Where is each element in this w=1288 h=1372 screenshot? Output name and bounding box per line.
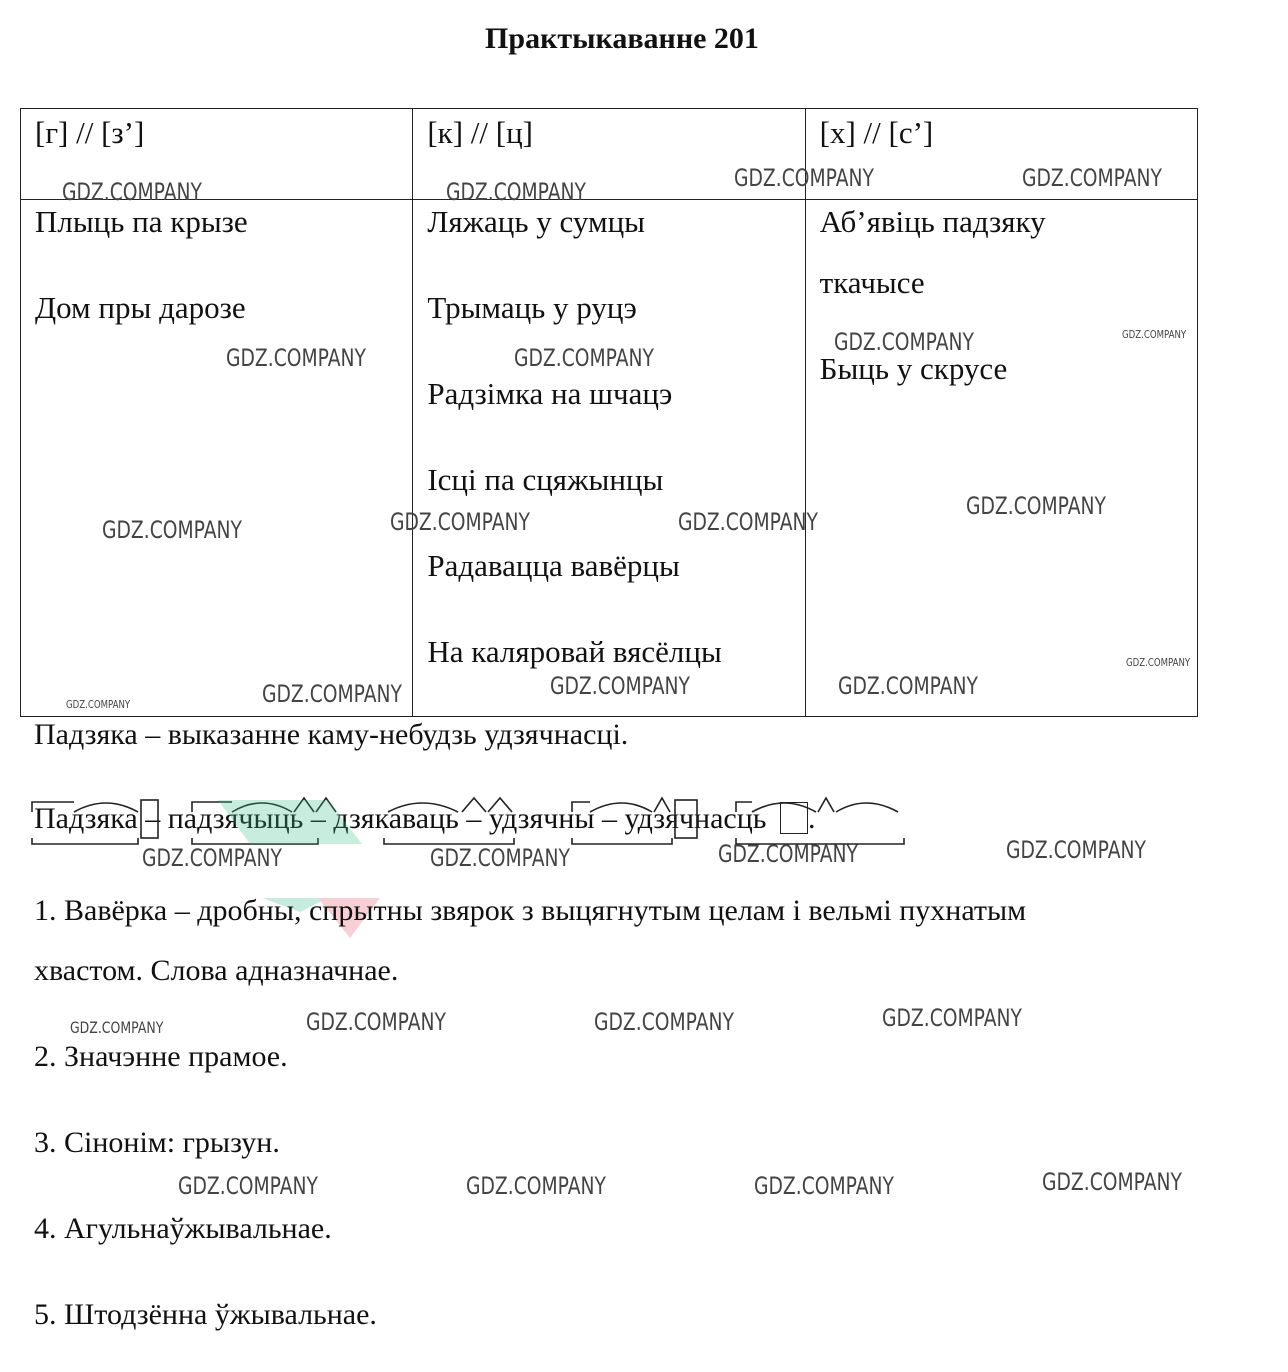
watermark: GDZ.COMPANY [514,344,654,372]
prefix-mark [32,802,74,812]
root-arc [590,803,652,812]
table-entry: Дом пры дарозе [35,290,246,325]
page-title: Практыкаванне 201 [485,22,759,55]
item-5: 5. Штодзённа ўжывальнае. [34,1298,377,1331]
watermark: GDZ.COMPANY [1042,1168,1182,1196]
watermark: GDZ.COMPANY [754,1172,894,1200]
ending-box-mark [141,800,158,838]
suffix-mark [818,798,834,812]
item-1: 1. Вавёрка – дробны, спрытны звярок з выцягнутым целам і вельмі пухнатым [34,894,1027,927]
watermark: GDZ.COMPANY [466,1172,606,1200]
suffix-mark [462,798,486,812]
stem-mark [736,838,904,844]
table-entry: ткачысе [819,265,925,300]
stem-mark [384,838,514,844]
ending-box-mark [675,800,697,838]
watermark: GDZ.COMPANY [1006,836,1146,864]
table-entry: Радзімка на шчацэ [427,376,673,411]
morpheme-words: Падзяка – падзячыць – дзякаваць – удзячны – удзячнасць [34,802,767,835]
table-entry: Ісці па сцяжынцы [427,462,664,497]
watermark: GDZ.COMPANY [966,492,1106,520]
morpheme-end: . [807,802,816,835]
suffix-mark [654,798,670,812]
table-header-cell: [х] // [с’] [805,109,1197,200]
watermark: GDZ.COMPANY [226,344,366,372]
watermark: GDZ.COMPANY [1126,656,1191,669]
root-arc [388,803,458,812]
watermark: GDZ.COMPANY [594,1008,734,1036]
root-arc [752,803,816,812]
suffix-mark [488,798,512,812]
highlight-mark [218,800,362,844]
watermark: GDZ.COMPANY [838,672,978,700]
table-entry: На каляровай вясёлцы [427,634,722,669]
watermark: GDZ.COMPANY [62,178,202,206]
item-4: 4. Агульнаўжывальнае. [34,1212,332,1245]
suffix-arc [836,803,898,812]
table-entry: Ляжаць у сумцы [427,204,645,239]
item-2: 2. Значэнне прамое. [34,1040,288,1073]
watermark: GDZ.COMPANY [430,844,570,872]
table-entry: Радавацца вавёрцы [427,548,680,583]
watermark: GDZ.COMPANY [678,508,818,536]
watermark: GDZ.COMPANY [718,840,858,868]
watermark: GDZ.COMPANY [1122,328,1187,341]
root-arc [74,803,138,812]
watermark: GDZ.COMPANY [550,672,690,700]
item-3: 3. Сінонім: грызун. [34,1126,280,1159]
watermark: GDZ.COMPANY [178,1172,318,1200]
watermark: GDZ.COMPANY [102,516,242,544]
item-1-cont: хвастом. Слова адназначнае. [34,954,399,987]
watermark: GDZ.COMPANY [882,1004,1022,1032]
watermark: GDZ.COMPANY [70,1018,164,1037]
watermark: GDZ.COMPANY [1022,164,1162,192]
table-entry: Плыць па крызе [35,204,248,239]
watermark: GDZ.COMPANY [834,328,974,356]
stem-mark [32,838,138,844]
definition-text: Падзяка – выказанне каму-небудзь удзячнасці. [34,718,629,751]
table-header-cell: [г] // [з’] [21,109,413,200]
watermark: GDZ.COMPANY [142,844,282,872]
watermark: GDZ.COMPANY [262,680,402,708]
prefix-mark [572,802,590,812]
watermark: GDZ.COMPANY [306,1008,446,1036]
watermark: GDZ.COMPANY [446,178,586,206]
watermark: GDZ.COMPANY [390,508,530,536]
watermark: GDZ.COMPANY [734,164,874,192]
table-entry: Аб’явіць падзяку [819,204,1046,239]
table-header-cell: [к] // [ц] [413,109,805,200]
watermark: GDZ.COMPANY [66,698,131,711]
table-entry: Быць у скрусе [819,351,1008,386]
prefix-mark [736,802,752,812]
table-entry: Трымаць у руцэ [427,290,637,325]
stem-mark [572,838,672,844]
